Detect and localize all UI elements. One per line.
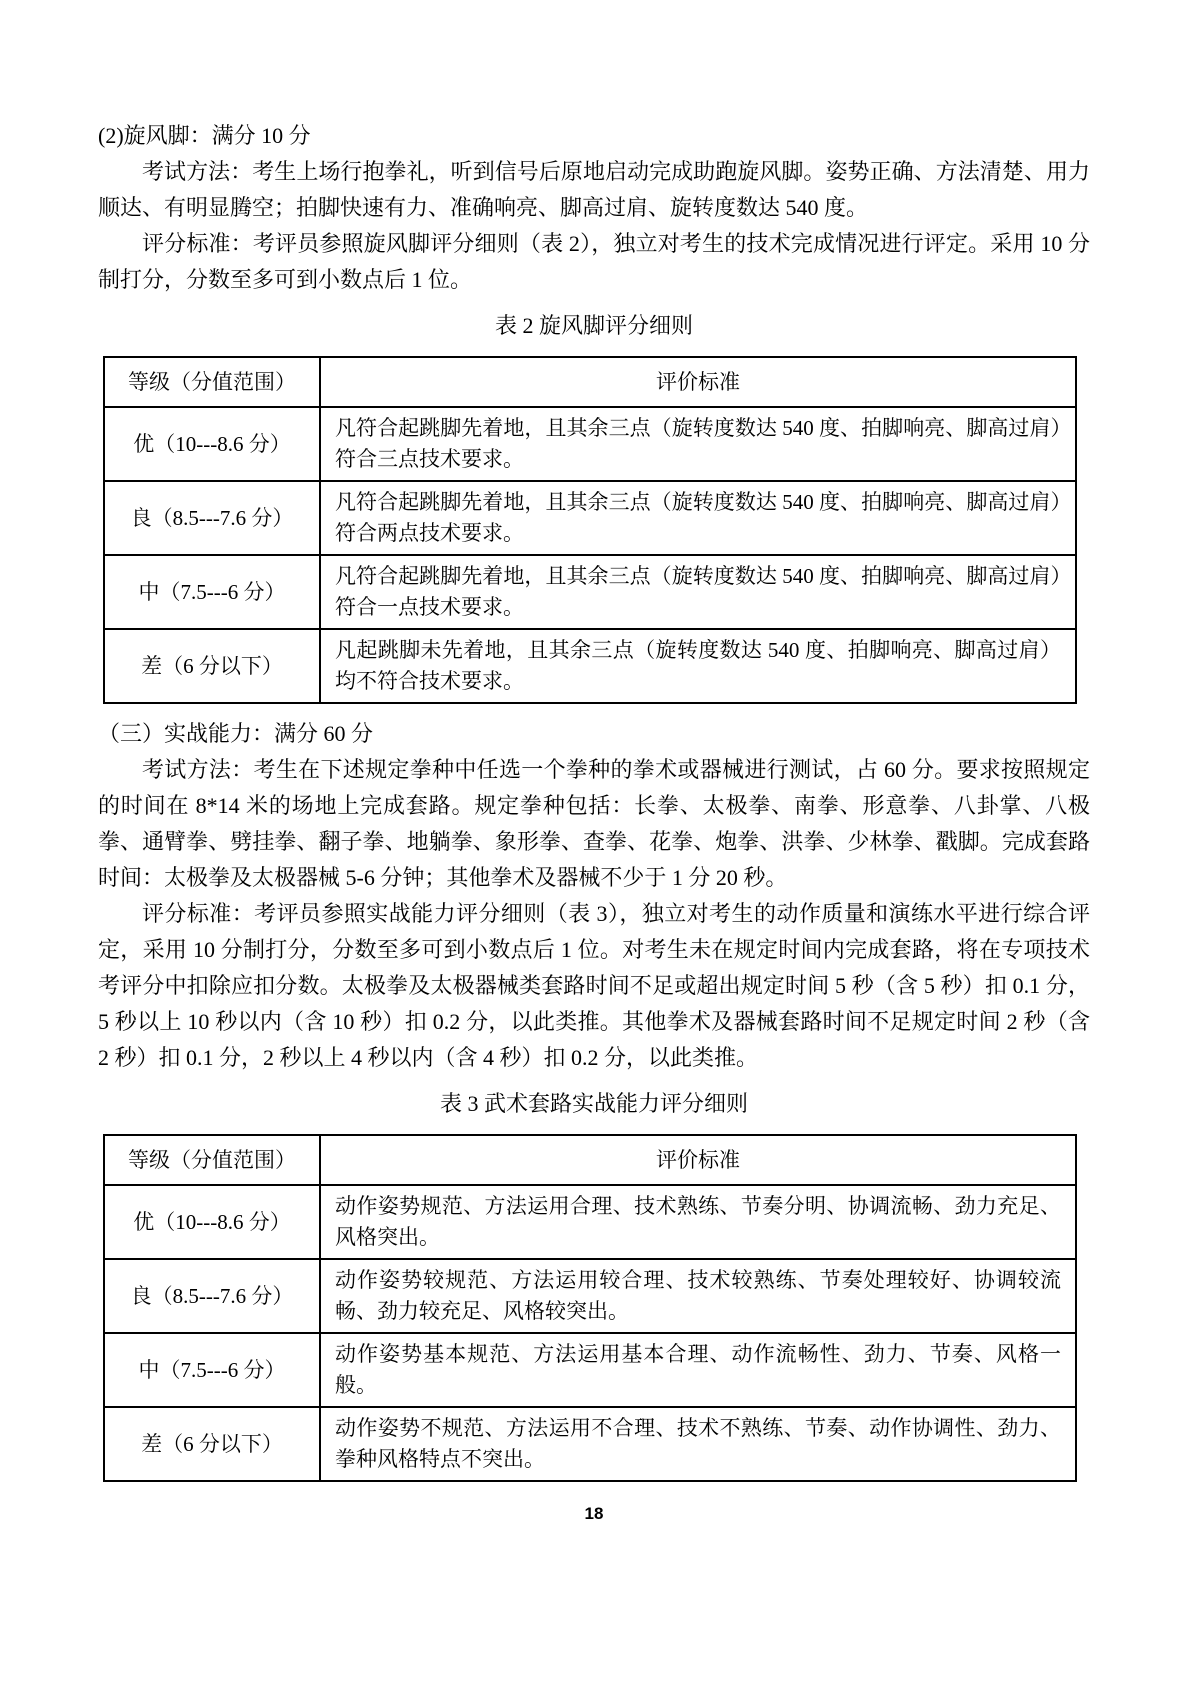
table3-header-criteria: 评价标准 [320, 1135, 1076, 1185]
criteria-cell: 凡符合起跳脚先着地，且其余三点（旋转度数达 540 度、拍脚响亮、脚高过肩）符合三点技术要求。 [320, 407, 1076, 481]
table2-header-criteria: 评价标准 [320, 357, 1076, 407]
grade-cell: 良（8.5---7.6 分） [104, 481, 320, 555]
criteria-cell: 动作姿势规范、方法运用合理、技术熟练、节奏分明、协调流畅、劲力充足、风格突出。 [320, 1185, 1076, 1259]
criteria-cell: 凡符合起跳脚先着地，且其余三点（旋转度数达 540 度、拍脚响亮、脚高过肩）符合两点技术要求。 [320, 481, 1076, 555]
table-row [104, 629, 1076, 703]
table-header-row [104, 357, 1076, 407]
table-row [104, 1259, 1076, 1333]
table-combat-ability-rubric [103, 1134, 1077, 1482]
criteria-cell: 凡起跳脚未先着地，且其余三点（旋转度数达 540 度、拍脚响亮、脚高过肩）均不符合技术要求。 [320, 629, 1076, 703]
grade-cell: 优（10---8.6 分） [104, 1185, 320, 1259]
grade-cell: 中（7.5---6 分） [104, 1333, 320, 1407]
page-number: 18 [584, 1504, 604, 1523]
criteria-cell: 动作姿势较规范、方法运用较合理、技术较熟练、节奏处理较好、协调较流畅、劲力较充足、风格较突出。 [320, 1259, 1076, 1333]
criteria-cell: 动作姿势不规范、方法运用不合理、技术不熟练、节奏、动作协调性、劲力、拳种风格特点不突出。 [320, 1407, 1076, 1481]
paragraph-kick-exam-method: 考试方法：考生上场行抱拳礼，听到信号后原地启动完成助跑旋风脚。姿势正确、方法清楚、用力顺达、有明显腾空；拍脚快速有力、准确响亮、脚高过肩、旋转度数达 540 度。 [98, 159, 1090, 220]
heading-combat-ability: （三）实战能力：满分 60 分 [98, 721, 374, 746]
grade-cell: 差（6 分以下） [104, 629, 320, 703]
table2-caption: 表 2 旋风脚评分细则 [494, 313, 693, 338]
table-row [104, 407, 1076, 481]
grade-cell: 良（8.5---7.6 分） [104, 1259, 320, 1333]
table-row [104, 555, 1076, 629]
table-header-row [104, 1135, 1076, 1185]
grade-cell: 差（6 分以下） [104, 1407, 320, 1481]
grade-cell: 中（7.5---6 分） [104, 555, 320, 629]
table-row [104, 1407, 1076, 1481]
paragraph-kick-scoring-standard: 评分标准：考评员参照旋风脚评分细则（表 2），独立对考生的技术完成情况进行评定。采用 10 分制打分，分数至多可到小数点后 1 位。 [98, 231, 1090, 292]
table-row [104, 1333, 1076, 1407]
table2-header-grade: 等级（分值范围） [104, 357, 320, 407]
table-row [104, 481, 1076, 555]
table-whirlwind-kick-rubric [103, 356, 1077, 704]
table3-caption: 表 3 武术套路实战能力评分细则 [439, 1091, 748, 1116]
paragraph-combat-exam-method: 考试方法：考生在下述规定拳种中任选一个拳种的拳术或器械进行测试，占 60 分。要求按照规定的时间在 8*14 米的场地上完成套路。规定拳种包括：长拳、太极拳、南拳、形意拳、八卦掌、八极拳、通臂拳、劈挂拳、翻子拳、地躺拳、象形拳、查拳、花拳、炮拳、洪拳、少林拳、戳脚。完成套路时间：太极拳及太极器械 5-6 分钟；其他拳术及器械不少于 1 分 20 秒。 [98, 757, 1090, 890]
paragraph-combat-scoring-standard: 评分标准：考评员参照实战能力评分细则（表 3），独立对考生的动作质量和演练水平进行综合评定，采用 10 分制打分，分数至多可到小数点后 1 位。对考生未在规定时间内完成套路，将在专项技术考评分中扣除应扣分数。太极拳及太极器械类套路时间不足或超出规定时间 5 秒（含 5 秒）扣 0.1 分，5 秒以上 10 秒以内（含 10 秒）扣 0.2 分，以此类推。其他拳术及器械套路时间不足规定时间 2 秒（含 2 秒）扣 0.1 分，2 秒以上 4 秒以内（含 4 秒）扣 0.2 分，以此类推。 [98, 901, 1090, 1070]
table3-header-grade: 等级（分值范围） [104, 1135, 320, 1185]
criteria-cell: 动作姿势基本规范、方法运用基本合理、动作流畅性、劲力、节奏、风格一般。 [320, 1333, 1076, 1407]
criteria-cell: 凡符合起跳脚先着地，且其余三点（旋转度数达 540 度、拍脚响亮、脚高过肩）符合一点技术要求。 [320, 555, 1076, 629]
table-row [104, 1185, 1076, 1259]
heading-whirlwind-kick: (2)旋风脚：满分 10 分 [98, 123, 311, 148]
grade-cell: 优（10---8.6 分） [104, 407, 320, 481]
